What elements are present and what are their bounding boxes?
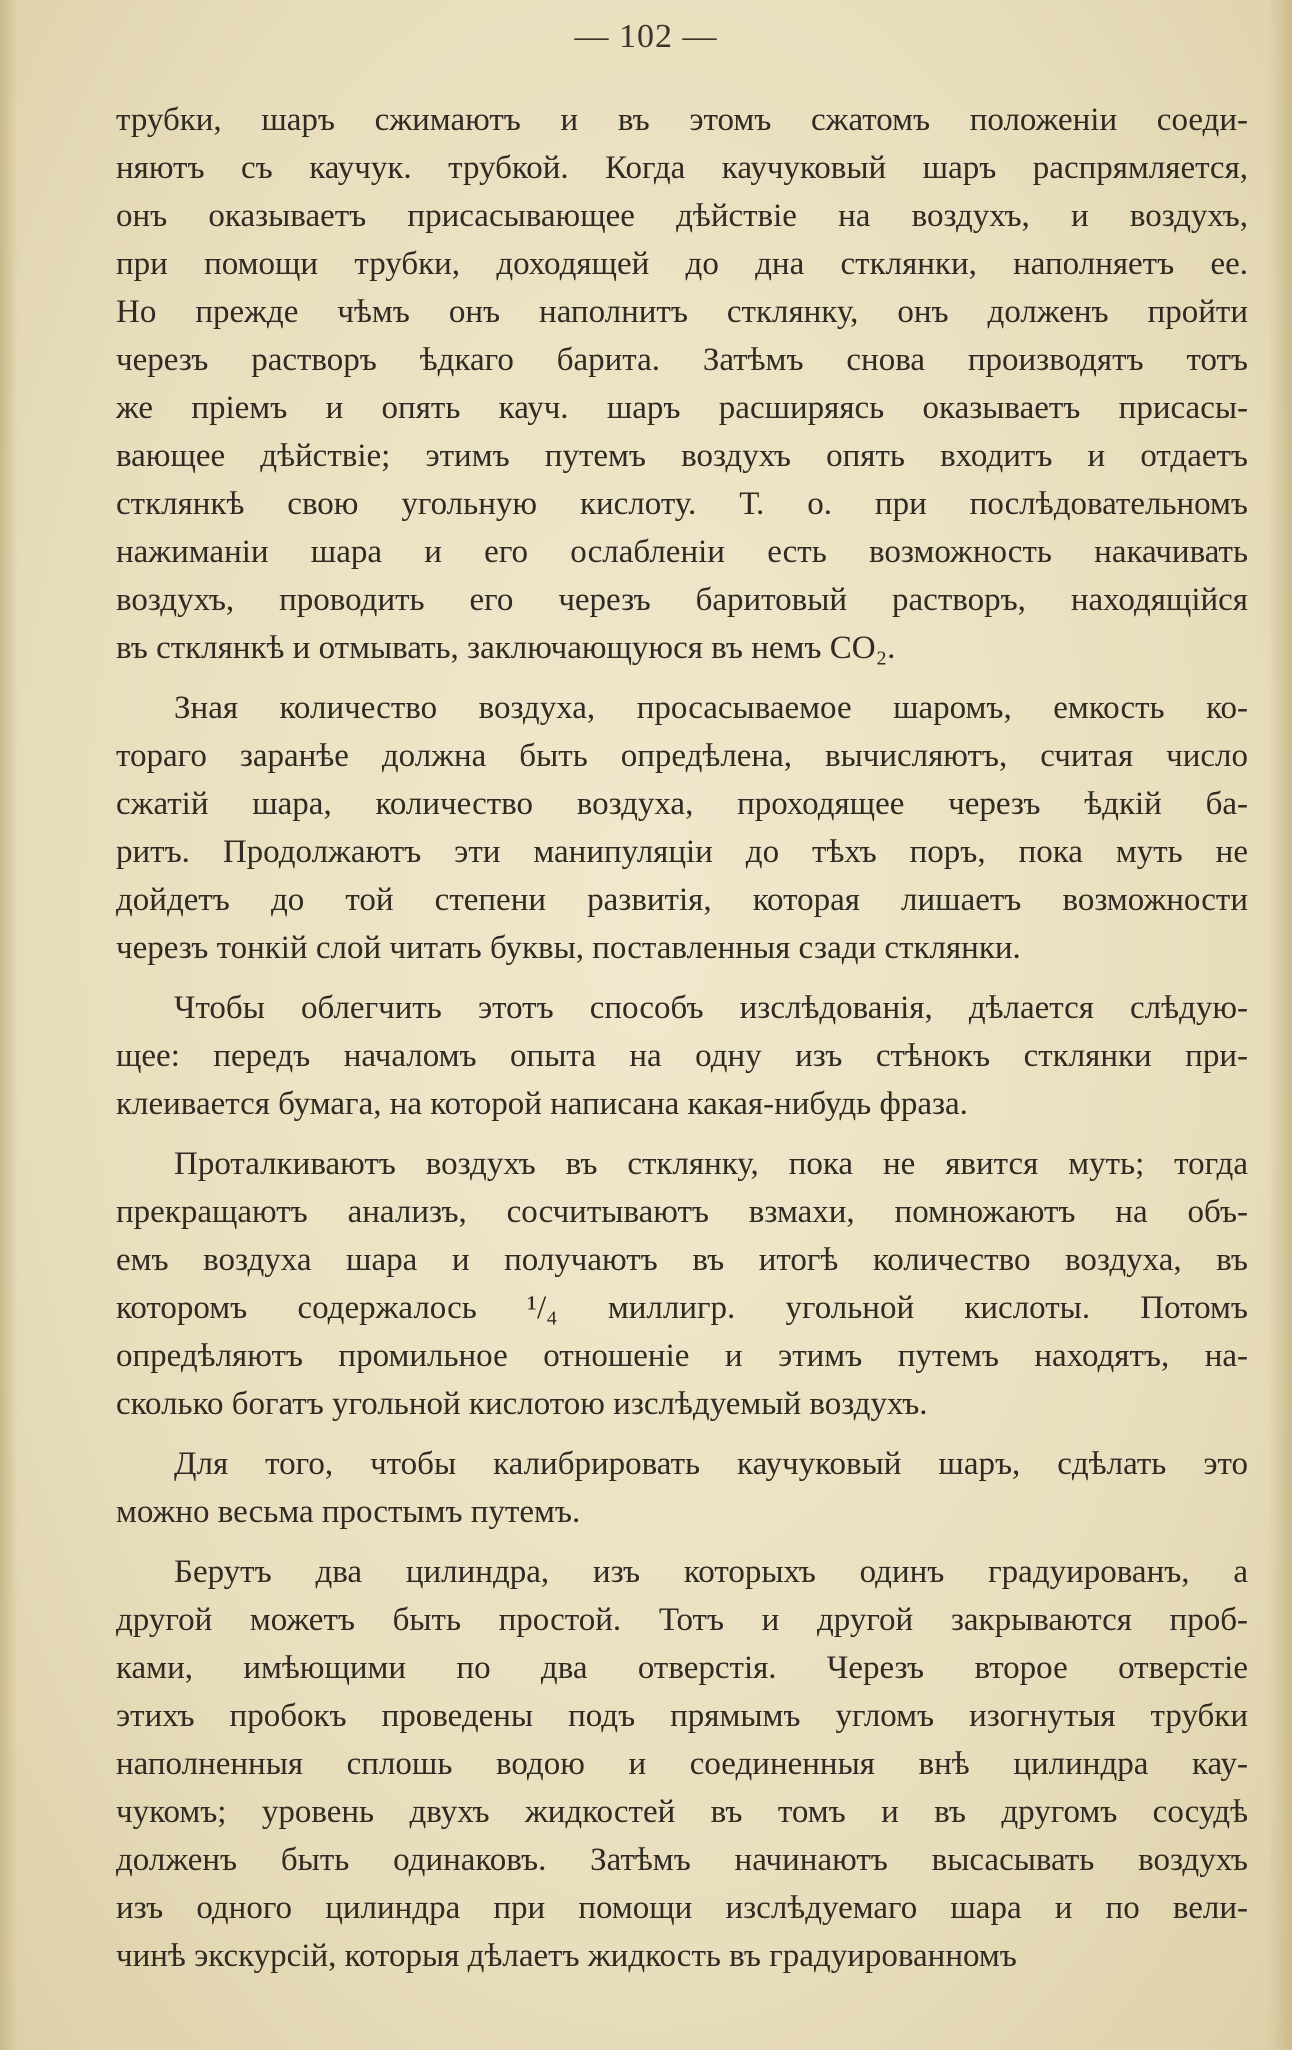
text-line: которомъ содержалось ¹/₄ миллигр. угольной кислоты. Потомъ <box>116 1290 1248 1326</box>
text-line: сжатій шара, количество воздуха, проходящее черезъ ѣдкій ба- <box>116 786 1248 822</box>
body-text <box>116 96 1248 1980</box>
text-line: клеивается бумага, на которой написана какая-нибудь фраза. <box>116 1086 968 1122</box>
text-line: Для того, чтобы калибрировать каучуковый шаръ, сдѣлать это <box>174 1446 1248 1482</box>
paragraph <box>116 1440 1248 1536</box>
text-line: Проталкиваютъ воздухъ въ стклянку, пока не явится муть; тогда <box>174 1146 1248 1182</box>
text-line: Чтобы облегчить этотъ способъ изслѣдованія, дѣлается слѣдую- <box>174 990 1248 1026</box>
text-line: емъ воздуха шара и получаютъ въ итогѣ количество воздуха, въ <box>116 1242 1248 1278</box>
paragraph <box>116 984 1248 1128</box>
text-line: чукомъ; уровень двухъ жидкостей въ томъ и въ другомъ сосудѣ <box>116 1794 1248 1830</box>
text-line: Берутъ два цилиндра, изъ которыхъ одинъ градуированъ, а <box>174 1554 1248 1590</box>
text-line: ритъ. Продолжаютъ эти манипуляціи до тѣхъ поръ, пока муть не <box>116 834 1248 870</box>
text-line: же пріемъ и опять кауч. шаръ расширяясь оказываетъ присасы- <box>116 390 1248 426</box>
text-line: черезъ тонкій слой читать буквы, поставленныя сзади стклянки. <box>116 930 1021 966</box>
text-line: долженъ быть одинаковъ. Затѣмъ начинаютъ высасывать воздухъ <box>116 1842 1248 1878</box>
page-edge-shadow-left <box>0 0 18 2050</box>
text-line: опредѣляютъ промильное отношеніе и этимъ путемъ находятъ, на- <box>116 1338 1248 1374</box>
paragraph <box>116 96 1248 672</box>
paragraph <box>116 684 1248 972</box>
text-line: щее: передъ началомъ опыта на одну изъ стѣнокъ стклянки при- <box>116 1038 1248 1074</box>
text-line: стклянкѣ свою угольную кислоту. Т. о. при послѣдовательномъ <box>116 486 1248 522</box>
text-line: наполненныя сплошь водою и соединенныя внѣ цилиндра кау- <box>116 1746 1248 1782</box>
text-line: онъ оказываетъ присасывающее дѣйствіе на воздухъ, и воздухъ, <box>116 198 1248 234</box>
page-edge-shadow-right <box>1268 0 1292 2050</box>
text-line: дойдетъ до той степени развитія, которая лишаетъ возможности <box>116 882 1248 918</box>
text-line: няютъ съ каучук. трубкой. Когда каучуковый шаръ распрямляется, <box>116 150 1248 186</box>
text-line: этихъ пробокъ проведены подъ прямымъ угломъ изогнутыя трубки <box>116 1698 1248 1734</box>
text-line: воздухъ, проводить его черезъ баритовый растворъ, находящійся <box>116 582 1248 618</box>
text-line: сколько богатъ угольной кислотою изслѣдуемый воздухъ. <box>116 1386 928 1422</box>
text-line: при помощи трубки, доходящей до дна стклянки, наполняетъ ее. <box>116 246 1248 282</box>
paragraph <box>116 1548 1248 1980</box>
text-line: въ стклянкѣ и отмывать, заключающуюся въ немъ СО₂. <box>116 630 896 666</box>
text-line: другой можетъ быть простой. Тотъ и другой закрываются проб- <box>116 1602 1248 1638</box>
text-line: тораго заранѣе должна быть опредѣлена, вычисляютъ, считая число <box>116 738 1248 774</box>
text-line: черезъ растворъ ѣдкаго барита. Затѣмъ снова производятъ тотъ <box>116 342 1248 378</box>
text-line: Зная количество воздуха, просасываемое шаромъ, емкость ко- <box>174 690 1248 726</box>
text-line: ками, имѣющими по два отверстія. Черезъ второе отверстіе <box>116 1650 1248 1686</box>
text-line: изъ одного цилиндра при помощи изслѣдуемаго шара и по вели- <box>116 1890 1248 1926</box>
text-line: прекращаютъ анализъ, сосчитываютъ взмахи, помножаютъ на объ- <box>116 1194 1248 1230</box>
text-line: можно весьма простымъ путемъ. <box>116 1494 581 1530</box>
text-line: нажиманіи шара и его ослабленіи есть возможность накачивать <box>116 534 1248 570</box>
page-number: — 102 — <box>574 18 718 55</box>
paragraph <box>116 1140 1248 1428</box>
text-line: Но прежде чѣмъ онъ наполнитъ стклянку, онъ долженъ пройти <box>116 294 1248 330</box>
text-line: вающее дѣйствіе; этимъ путемъ воздухъ опять входитъ и отдаетъ <box>116 438 1248 474</box>
text-line: чинѣ экскурсій, которыя дѣлаетъ жидкость въ градуированномъ <box>116 1938 1017 1974</box>
text-line: трубки, шаръ сжимаютъ и въ этомъ сжатомъ положеніи соеди- <box>116 102 1248 138</box>
